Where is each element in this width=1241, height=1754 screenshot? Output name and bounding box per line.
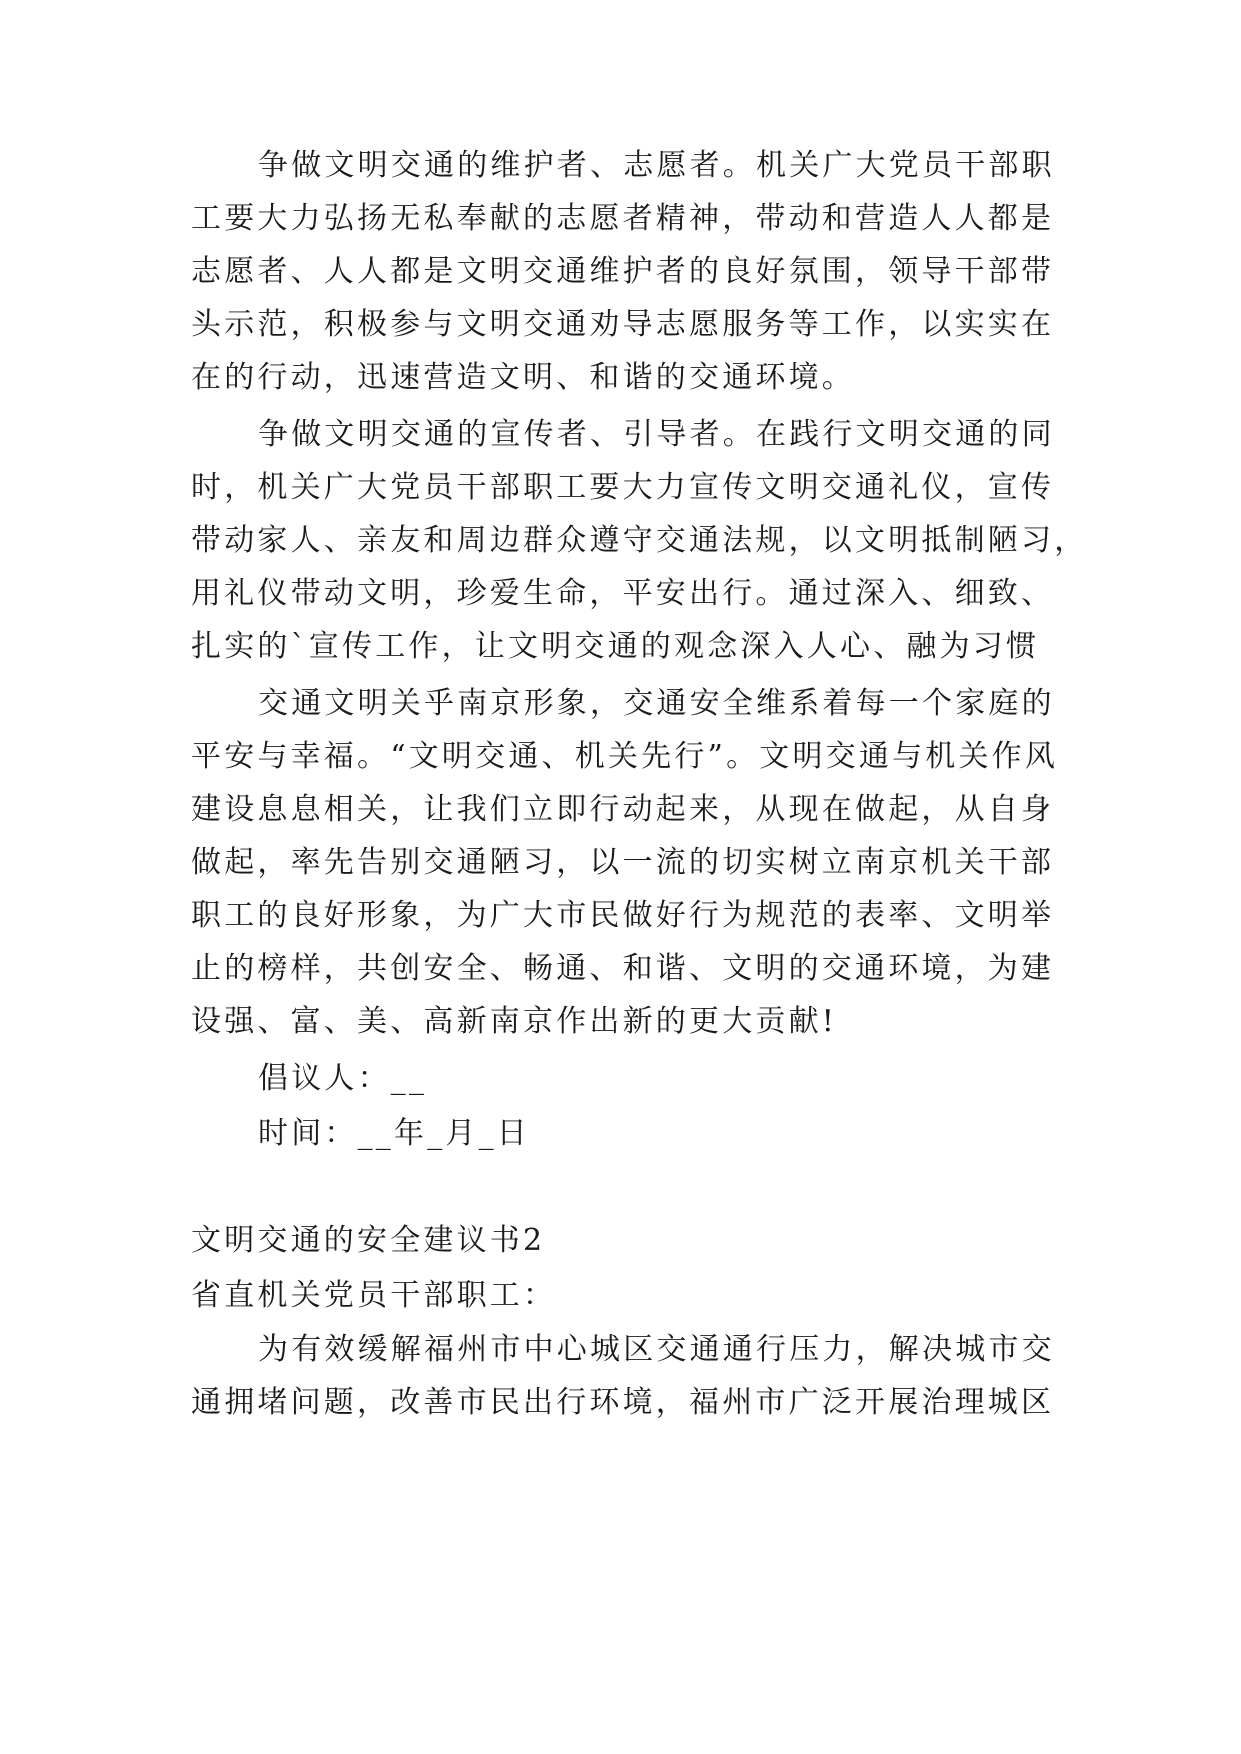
paragraph-1-line-1: 争做文明交通的维护者、志愿者。机关广大党员干部职: [258, 148, 1055, 183]
paragraph-3-line-3: 建设息息相关，让我们立即行动起来，从现在做起，从自身: [191, 792, 1055, 827]
section-2-line-1: 为有效缓解福州市中心城区交通通行压力，解决城市交: [258, 1332, 1055, 1367]
paragraph-3-line-1: 交通文明关乎南京形象，交通安全维系着每一个家庭的: [258, 686, 1055, 721]
paragraph-1-line-5: 在的行动，迅速营造文明、和谐的交通环境。: [191, 360, 855, 395]
paragraph-1-line-4: 头示范，积极参与文明交通劝导志愿服务等工作，以实实在: [191, 307, 1055, 342]
paragraph-3-line-6: 止的榜样，共创安全、畅通、和谐、文明的交通环境，为建: [191, 951, 1055, 986]
section-2-line-2: 通拥堵问题，改善市民出行环境，福州市广泛开展治理城区: [191, 1385, 1055, 1420]
paragraph-1-line-2: 工要大力弘扬无私奉献的志愿者精神，带动和营造人人都是: [191, 201, 1055, 236]
paragraph-3-line-7: 设强、富、美、高新南京作出新的更大贡献!: [191, 1004, 838, 1039]
paragraph-3-line-2: 平安与幸福。“文明交通、机关先行”。文明交通与机关作风: [191, 739, 1059, 774]
paragraph-2-line-2: 时，机关广大党员干部职工要大力宣传文明交通礼仪，宣传: [191, 470, 1055, 505]
date-line: 时间：__年_月_日: [258, 1116, 530, 1151]
section-2-title: 文明交通的安全建议书2: [191, 1223, 546, 1258]
paragraph-3-line-4: 做起，率先告别交通陋习，以一流的切实树立南京机关干部: [191, 845, 1055, 880]
paragraph-2-line-1: 争做文明交通的宣传者、引导者。在践行文明交通的同: [258, 417, 1055, 452]
paragraph-2-line-3: 带动家人、亲友和周边群众遵守交通法规，以文明抵制陋习，: [191, 523, 1088, 558]
paragraph-3-line-5: 职工的良好形象，为广大市民做好行为规范的表率、文明举: [191, 898, 1055, 933]
section-2-salutation: 省直机关党员干部职工：: [191, 1278, 557, 1313]
paragraph-1-line-3: 志愿者、人人都是文明交通维护者的良好氛围，领导干部带: [191, 254, 1055, 289]
paragraph-2-line-4: 用礼仪带动文明，珍爱生命，平安出行。通过深入、细致、: [191, 576, 1055, 611]
proposer-line: 倡议人：__: [258, 1061, 428, 1096]
paragraph-2-line-5: 扎实的`宣传工作，让文明交通的观念深入人心、融为习惯: [191, 629, 1040, 664]
